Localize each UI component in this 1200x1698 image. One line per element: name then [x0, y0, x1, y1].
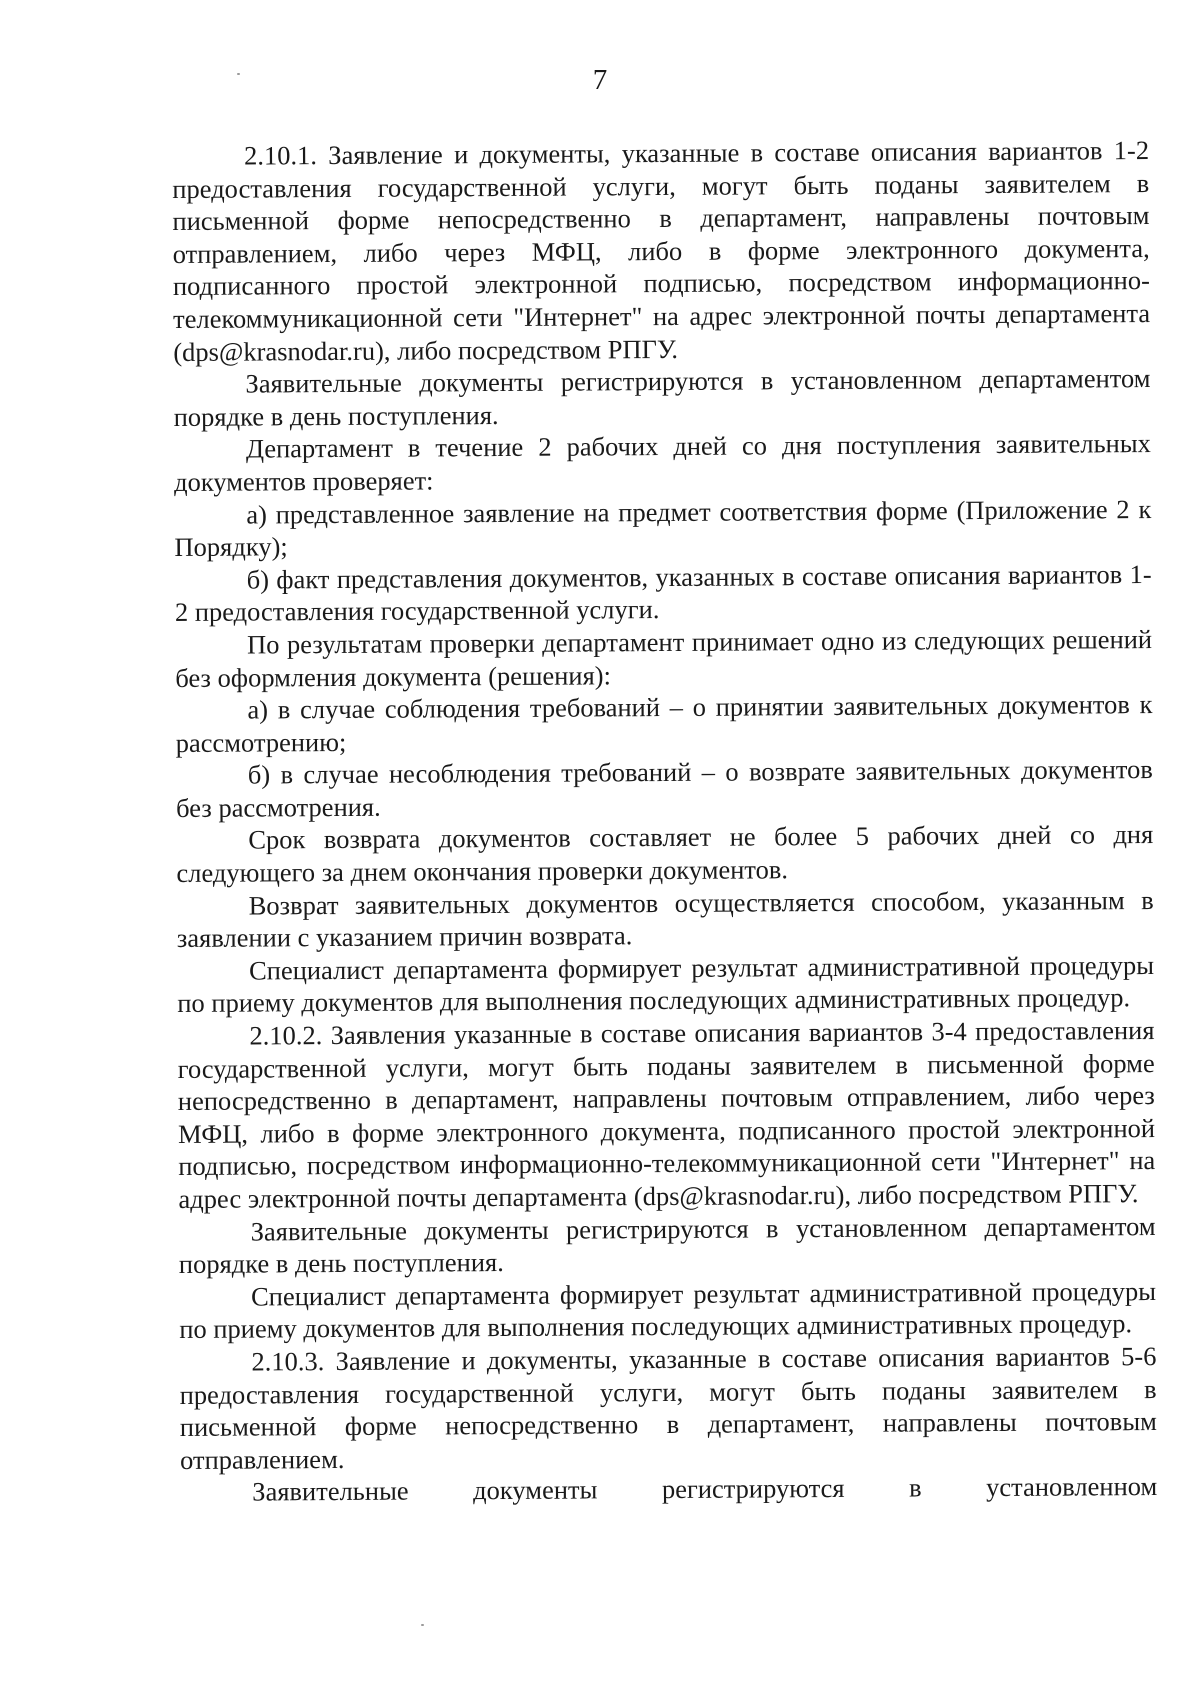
paragraph-specialist: Специалист департамента формирует результат административной процедуры по приему документов для выполнения последующих административных процедур.	[177, 949, 1155, 1019]
paragraph-registration-2: Заявительные документы регистрируются в установленном департаментом порядке в день поступления.	[178, 1210, 1156, 1280]
paragraph-2-10-3: 2.10.3. Заявление и документы, указанные в составе описания вариантов 5-6 предоставления государственной услуги, могут быть поданы заявителем в письменной форме непосредственно в департамент, направлены почтовым отправлением.	[179, 1340, 1157, 1475]
paragraph-2-10-2: 2.10.2. Заявления указанные в составе описания вариантов 3-4 предоставления государственной услуги, могут быть поданы заявителем в письменной форме непосредственно в департамент, направлены почтовым отправлением, либо через МФЦ, либо в форме электронного документа, подписанного простой электронной подписью, посредством информационно-телекоммуникационной сети "Интернет" на адрес электронной почты департамента (dps@krasnodar.ru), либо посредством РПГУ.	[177, 1015, 1156, 1214]
paragraph-decision-b: б) в случае несоблюдения требований – о возврате заявительных документов без рассмотрения.	[175, 754, 1153, 823]
paragraph-return-term: Срок возврата документов составляет не более 5 рабочих дней со дня следующего за днем окончания проверки документов.	[176, 819, 1154, 889]
paragraph-registration: Заявительные документы регистрируются в установленном департаментом порядке в день поступления.	[173, 363, 1151, 432]
paragraph-item-b: б) факт представления документов, указанных в составе описания вариантов 1-2 предоставления государственной услуги.	[174, 558, 1152, 628]
page-number: 7	[592, 64, 608, 96]
paragraph-decision: По результатам проверки департамент принимает одно из следующих решений без оформления документа (решения):	[175, 623, 1153, 693]
paragraph-return-method: Возврат заявительных документов осуществляется способом, указанным в заявлении с указанием причин возврата.	[176, 884, 1154, 954]
paragraph-specialist-2: Специалист департамента формирует результат административной процедуры по приему документов для выполнения последующих административных процедур.	[179, 1275, 1157, 1345]
paragraph-2-10-1: 2.10.1. Заявление и документы, указанные в составе описания вариантов 1-2 предоставления государственной услуги, могут быть поданы заявителем в письменной форме непосредственно в департамент, направлены почтовым отправлением, либо через МФЦ, либо в форме электронного документа, подписанного простой электронной подписью, посредством информационно-телекоммуникационной сети "Интернет" на адрес электронной почты департамента (dps@krasnodar.ru), либо посредством РПГУ.	[172, 135, 1151, 367]
paragraph-verification: Департамент в течение 2 рабочих дней со дня поступления заявительных документов проверяет:	[173, 428, 1151, 497]
document-body	[172, 134, 1157, 1509]
paragraph-decision-a: а) в случае соблюдения требований – о принятии заявительных документов к рассмотрению;	[175, 689, 1153, 758]
paragraph-item-a: а) представленное заявление на предмет соответствия форме (Приложение 2 к Порядку);	[174, 493, 1152, 563]
scan-speck	[421, 1624, 424, 1626]
paragraph-registration-3: Заявительные документы регистрируются в установленном	[252, 1471, 1158, 1507]
